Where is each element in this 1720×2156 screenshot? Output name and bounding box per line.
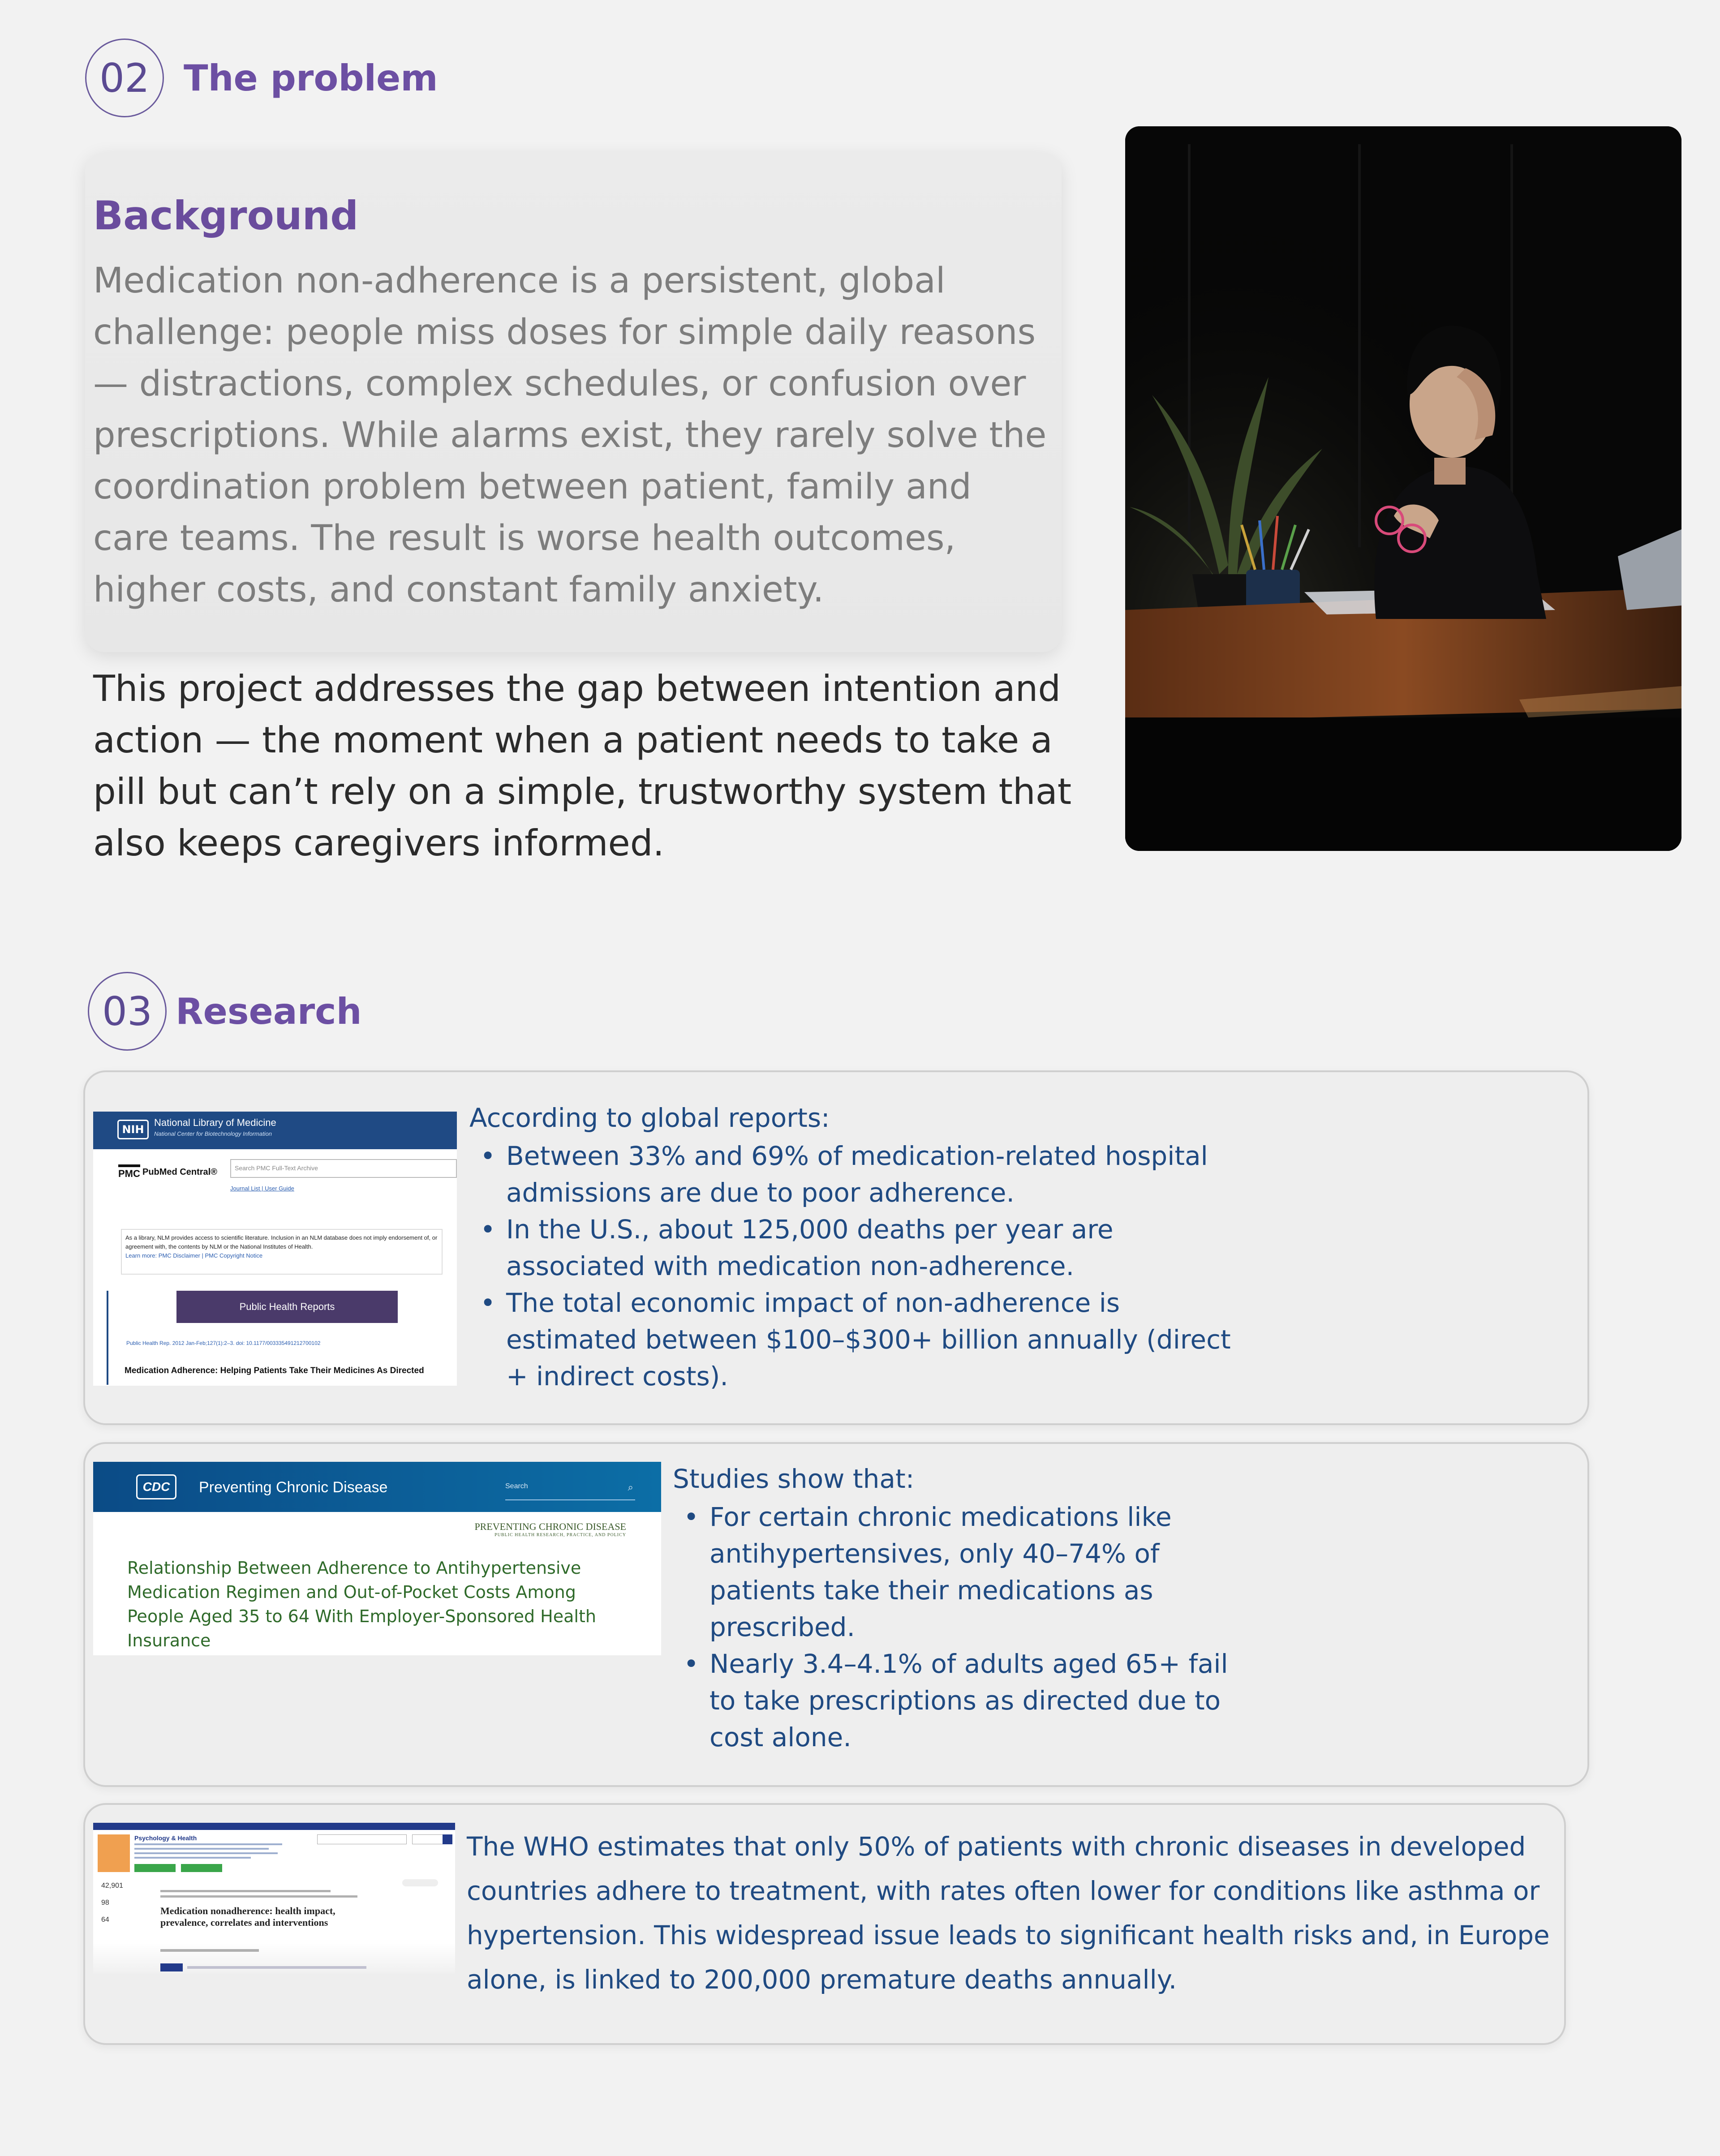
journal-subtitle: PUBLIC HEALTH RESEARCH, PRACTICE, AND POLICY (494, 1533, 626, 1538)
pmc-article-screenshot (93, 1112, 457, 1386)
journal-cover (98, 1834, 130, 1872)
metric-views: 42,901 (101, 1882, 123, 1890)
cdc-banner (93, 1462, 661, 1512)
search-icon[interactable]: ⌕ (628, 1482, 633, 1493)
cdc-article-title: Relationship Between Adherence to Antihypertensive Medication Regimen and Out-of-Pocket Costs Among People Aged 35 to 64 With Employer-Sponsored Health Insurance (127, 1558, 596, 1650)
section-title: Research (176, 990, 362, 1032)
title-line: Medication nonadherence: health impact, (160, 1905, 335, 1916)
left-rule (107, 1291, 108, 1385)
search-label: Search (505, 1482, 528, 1490)
full-article-tab[interactable] (160, 1963, 183, 1971)
citation-line[interactable]: Public Health Rep. 2012 Jan-Feb;127(1):2–3. doi: 10.1177/003335491212700102 (126, 1340, 321, 1346)
bullet-item: • Between 33% and 69% of medication-related hospital admissions are due to poor adherence. (469, 1138, 1231, 1211)
journal-article-screenshot (93, 1823, 455, 1973)
cdc-article-screenshot (93, 1462, 661, 1655)
title-line: prevalence, correlates and interventions (160, 1917, 328, 1928)
stressed-woman-photo (1125, 126, 1681, 851)
journal-button[interactable]: Public Health Reports (176, 1291, 398, 1323)
background-text: Medication non-adherence is a persistent, global challenge: people miss doses for simple daily reasons — distractions, complex schedules, or confusion over prescriptions. While alarms exist, they rarely solve the coordination problem between patient, family and care teams. The result is worse health outcomes, higher costs, and constant family anxiety. (93, 261, 1047, 610)
cdc-title: Preventing Chronic Disease (199, 1479, 388, 1496)
journal-topbar (93, 1823, 455, 1830)
open-access-tag (402, 1879, 438, 1886)
problem-section-header (85, 39, 438, 117)
metric-citations: 98 (101, 1899, 109, 1907)
card2-heading: Studies show that: (673, 1464, 915, 1494)
text-line (134, 1857, 251, 1859)
disclaimer-text: As a library, NLM provides access to scientific literature. Inclusion in an NLM database does not imply endorsement of, or agreement with, the contents by NLM or the National Institutes of Health. (125, 1234, 438, 1250)
journal-name: PREVENTING CHRONIC DISEASE (474, 1521, 626, 1532)
metric-altmetric: 64 (101, 1916, 109, 1924)
background-title: Background (93, 193, 359, 239)
bullet-item: • The total economic impact of non-adherence is estimated between $100–$300+ billion annually (direct + indirect costs). (469, 1284, 1231, 1395)
article-title: Medication Adherence: Helping Patients Take Their Medicines As Directed (125, 1366, 424, 1375)
nlm-org-sub: National Center for Biotechnology Information (154, 1130, 272, 1137)
journal-homepage-badge[interactable] (181, 1864, 222, 1872)
text-line (134, 1843, 282, 1845)
card1-bullets (469, 1138, 1231, 1395)
pcd-journal-mark (474, 1521, 626, 1538)
pmc-name: PubMed Central® (142, 1167, 217, 1177)
section-title: The problem (184, 57, 438, 99)
project-statement: This project addresses the gap between intention and action — the moment when a patient needs to take a pill but can’t rely on a simple, trustworthy system that also keeps caregivers informed. (93, 668, 1072, 864)
cdc-search-input[interactable] (505, 1482, 635, 1500)
text-line (134, 1852, 278, 1854)
section-number-badge: 02 (85, 39, 164, 117)
text-line (160, 1890, 331, 1892)
journal-name: Psychology & Health (134, 1834, 197, 1842)
cdc-logo: CDC (136, 1474, 176, 1499)
text-line (160, 1949, 259, 1952)
pmc-logo: PMC (118, 1164, 140, 1180)
journal-search-input[interactable] (317, 1834, 407, 1844)
bullet-item: • Nearly 3.4–4.1% of adults aged 65+ fail to take prescriptions as directed due to cost alone. (673, 1645, 1237, 1756)
pmc-search-input[interactable]: Search PMC Full-Text Archive (230, 1159, 457, 1178)
bullet-item: • In the U.S., about 125,000 deaths per year are associated with medication non-adherence. (469, 1211, 1231, 1284)
learn-more-links[interactable]: Learn more: PMC Disclaimer | PMC Copyright Notice (125, 1252, 263, 1259)
text-line (134, 1848, 269, 1850)
section-number-badge: 03 (88, 972, 167, 1051)
journal-article-title (160, 1905, 335, 1928)
journal-select[interactable] (412, 1834, 446, 1844)
open-access-badge (134, 1864, 176, 1872)
card2-bullets (673, 1499, 1237, 1756)
nlm-banner (93, 1112, 457, 1149)
search-icon[interactable] (443, 1834, 452, 1844)
card1-heading: According to global reports: (469, 1103, 830, 1133)
tab-strip (187, 1966, 366, 1969)
card3-text: The WHO estimates that only 50% of patients with chronic diseases in developed countries adhere to treatment, with rates often lower for conditions like asthma or hypertension. This widespread issue leads to significant health risks and, in Europe alone, is linked to 200,000 premature deaths annually. (467, 1831, 1550, 1995)
bullet-item: • For certain chronic medications like antihypertensives, only 40–74% of patients take their medications as prescribed. (673, 1499, 1237, 1645)
nlm-org-name: National Library of Medicine (154, 1117, 276, 1128)
nlm-disclaimer (121, 1229, 443, 1275)
nih-logo: NIH (117, 1120, 149, 1139)
research-section-header (88, 972, 362, 1051)
pmc-nav-links[interactable]: Journal List | User Guide (230, 1185, 294, 1192)
text-line (160, 1895, 357, 1898)
